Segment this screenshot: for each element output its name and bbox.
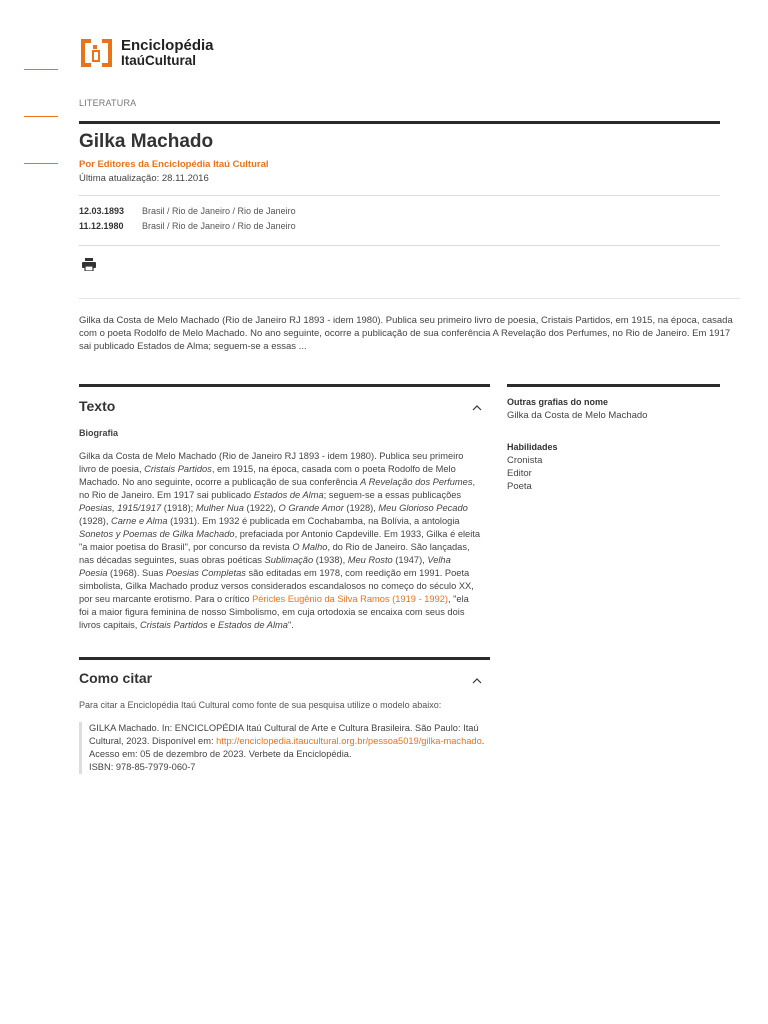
divider	[79, 195, 720, 196]
work-title: O Grande Amor	[278, 503, 344, 513]
chevron-up-icon[interactable]	[472, 677, 482, 684]
bio-text: (1931). Em 1932 é publicada em Cochabamba, na Bolívia, a antologia	[167, 516, 460, 526]
logo-line-2: ItaúCultural	[121, 53, 197, 68]
work-title: Poesias, 1915/1917	[79, 503, 162, 513]
birth-row	[79, 206, 296, 216]
other-names-label: Outras grafias do nome	[507, 397, 609, 407]
birth-date: 12.03.1893	[79, 206, 125, 216]
breadcrumb[interactable]: LITERATURA	[79, 98, 137, 108]
menu-line-2[interactable]	[24, 116, 58, 117]
work-title: O Malho	[292, 542, 328, 552]
biography-text	[79, 450, 481, 632]
bio-text: ".	[287, 620, 294, 630]
citation-link[interactable]: http://enciclopedia.itaucultural.org.br/pessoa5019/gilka-machado	[216, 736, 482, 746]
bio-text: , em 1915, na época, casada com o poeta Rodolfo de Melo Machado. No ano seguinte, ocorre a publicação de sua conferência	[79, 464, 456, 487]
summary-text: Gilka da Costa de Melo Machado (Rio de Janeiro RJ 1893 - idem 1980). Publica seu primeiro livro de poesia, Cristais Partidos, em 1915, na época, casada com o poeta Rodolfo de Melo Machado. No ano seguinte, ocorre a publicação de sua conferência A Revelação dos Perfumes, no Rio de Janeiro. Em 1917 sai publicado Estados de Alma; seguem-se a essas ...	[79, 315, 733, 352]
work-title: Cristais Partidos	[144, 464, 212, 474]
work-title: Velha Poesia	[79, 555, 451, 578]
bio-text: (1947),	[392, 555, 428, 565]
bio-text: (1928),	[79, 516, 112, 526]
death-row	[79, 221, 296, 231]
sidebar-divider	[507, 384, 720, 387]
bio-text: são editadas em 1978, com reedição em 1991. Poeta simbolista, Gilka Machado produz versos considerados escandalosos no começo do século XX, por seu marcante erotismo. Para o crítico	[79, 568, 474, 604]
summary-divider	[79, 298, 740, 299]
last-updated: Última atualização: 28.11.2016	[79, 173, 209, 184]
bio-text: (1922),	[243, 503, 279, 513]
critic-link[interactable]: Péricles Eugênio da Silva Ramos (1919 - 1992)	[252, 594, 448, 604]
page-title: Gilka Machado	[79, 131, 214, 152]
logo-line-1: Enciclopédia	[121, 37, 214, 54]
title-divider	[79, 121, 720, 124]
work-title: Estados de Alma	[218, 620, 288, 630]
bio-text: ; seguem-se a essas publicações	[323, 490, 462, 500]
bio-text: , no Rio de Janeiro. Em 1917 sai publicado	[79, 477, 476, 500]
skill-item: Cronista	[507, 455, 543, 466]
bio-text: , "ela foi a maior figura feminina de nosso Simbolismo, em cuja ortodoxia se encaixa com seus dois livros capitais,	[79, 594, 469, 630]
skills-label: Habilidades	[507, 442, 558, 452]
bio-text: , do Rio de Janeiro. São lançadas, nas décadas seguintes, suas obras poéticas	[79, 542, 470, 565]
work-title: A Revelação dos Perfumes	[360, 477, 473, 487]
citation-access: . Acesso em: 05 de dezembro de 2023. Verbete da Enciclopédia.	[89, 736, 485, 759]
work-title: Meu Rosto	[347, 555, 393, 565]
citar-divider	[79, 657, 490, 660]
death-date: 11.12.1980	[79, 221, 124, 231]
bio-text: (1938),	[313, 555, 348, 565]
skill-item: Poeta	[507, 481, 532, 492]
skill-item: Editor	[507, 468, 532, 479]
logo-icon	[79, 37, 114, 69]
work-title: Sonetos y Poemas de Gilka Machado	[79, 529, 235, 539]
bio-text: (1918);	[161, 503, 196, 513]
chevron-up-icon[interactable]	[472, 404, 482, 411]
texto-divider	[79, 384, 490, 387]
bio-text: , prefaciada por Antonio Capdeville. Em 1933, Gilka é eleita "a maior poetisa do Brasil", por concurso da revista	[79, 529, 481, 552]
author-link[interactable]: Por Editores da Enciclopédia Itaú Cultural	[79, 159, 269, 170]
section-title-texto[interactable]: Texto	[79, 398, 116, 414]
biografia-heading: Biografia	[79, 428, 119, 438]
citation-block	[79, 722, 493, 774]
bio-text: (1968). Suas	[107, 568, 166, 578]
work-title: Carne e Alma	[111, 516, 168, 526]
work-title: Cristais Partidos	[139, 620, 208, 630]
bio-text: (1928),	[343, 503, 379, 513]
bio-text: e	[207, 620, 218, 630]
cite-intro: Para citar a Enciclopédia Itaú Cultural como fonte de sua pesquisa utilize o modelo abaixo:	[79, 700, 442, 710]
work-title: Poesias Completas	[165, 568, 246, 578]
work-title: Sublimação	[264, 555, 314, 565]
death-place: Brasil / Rio de Janeiro / Rio de Janeiro	[142, 221, 296, 231]
divider	[79, 245, 720, 246]
citation-text: GILKA Machado. In: ENCICLOPÉDIA Itaú Cultural de Arte e Cultura Brasileira. São Paulo: Itaú Cultural, 2023. Disponível em:	[89, 723, 479, 746]
birth-place: Brasil / Rio de Janeiro / Rio de Janeiro	[142, 206, 296, 216]
isbn: ISBN: 978-85-7979-060-7	[89, 762, 196, 772]
section-title-como-citar[interactable]: Como citar	[79, 670, 153, 686]
print-icon[interactable]	[82, 258, 96, 271]
menu-line-3[interactable]	[24, 163, 58, 164]
site-logo[interactable]	[79, 37, 214, 69]
other-names-value: Gilka da Costa de Melo Machado	[507, 410, 648, 421]
work-title: Mulher Nua	[195, 503, 244, 513]
bio-text: Gilka da Costa de Melo Machado (Rio de Janeiro RJ 1893 - idem 1980). Publica seu primeiro livro de poesia,	[79, 451, 464, 474]
work-title: Meu Glorioso Pecado	[378, 503, 468, 513]
menu-line-1[interactable]	[24, 69, 58, 70]
work-title: Estados de Alma	[253, 490, 324, 500]
